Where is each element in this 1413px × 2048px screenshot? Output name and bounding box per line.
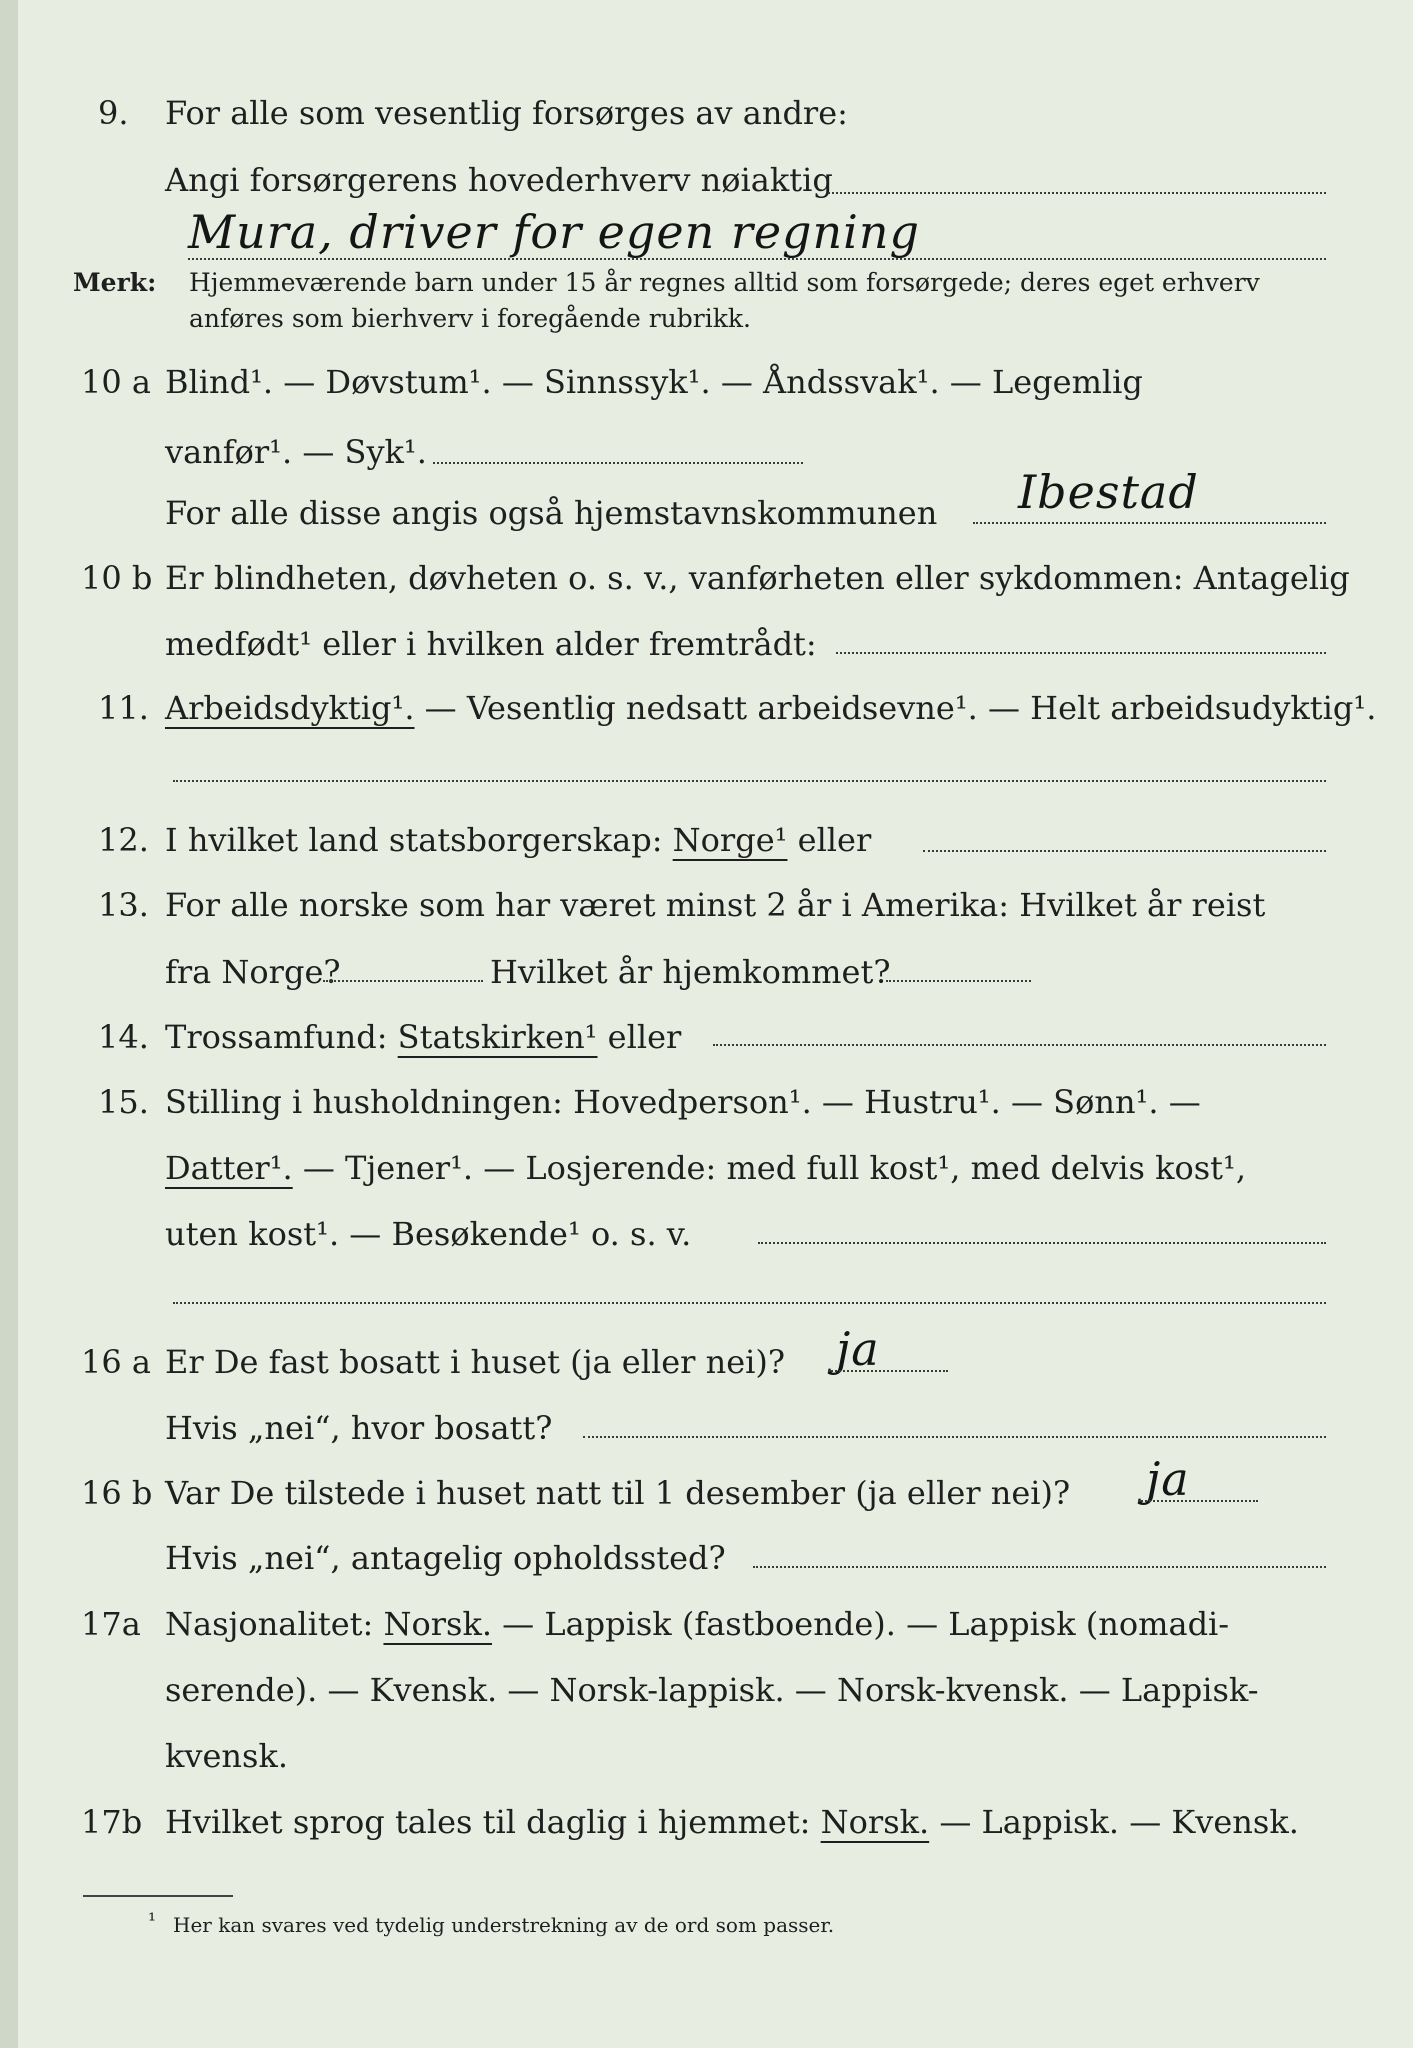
q16a-number: 16 a [81,1343,151,1381]
q17a-line3: kvensk. [165,1737,288,1775]
q12-text [165,820,871,860]
footnote-text: Her kan svares ved tydelig understrekning av de ord som passer. [173,1913,835,1937]
q12-fill-line [923,850,1326,852]
footnote-mark: ¹ [148,1908,157,1932]
q16a-line1: Er De fast bosatt i huset (ja eller nei)? [165,1343,786,1381]
merk-label: Merk: [73,268,157,297]
q13-reist-line [323,980,483,982]
q11-number: 11. [98,689,149,727]
q15-line3: uten kost¹. — Besøkende¹ o. s. v. [165,1215,692,1253]
q13-line1: For alle norske som har været minst 2 år i Amerika: Hvilket år reist [165,886,1266,924]
q12-number: 12. [98,821,149,859]
q17b-selected-option[interactable]: Norsk. [820,1803,930,1841]
q10b-number: 10 b [81,559,153,597]
q17b-post: — Lappisk. — Kvensk. [929,1803,1299,1841]
q10a-line2: vanfør¹. — Syk¹. [165,433,427,471]
q13-line2a: fra Norge? [165,953,341,991]
q15-line2-rest: — Tjener¹. — Losjerende: med full kost¹, med delvis kost¹, [292,1149,1247,1187]
q14-post: eller [597,1018,682,1056]
q9-answer-line [188,258,1326,260]
q10a-line3: For alle disse angis også hjemstavnskommunen [165,494,938,532]
q10a-number: 10 a [81,363,151,401]
q11-fill-line [173,780,1326,782]
q14-selected-option[interactable]: Statskirken¹ [397,1018,598,1056]
q10a-handwritten-answer[interactable]: Ibestad [1018,465,1199,519]
q17b-text [165,1802,1299,1842]
q17a-pre: Nasjonalitet: [165,1605,384,1643]
q14-number: 14. [98,1018,149,1056]
q10b-fill-line [836,652,1326,654]
q11-text [165,688,1376,728]
q16b-number: 16 b [81,1474,153,1512]
q14-fill-line [713,1044,1326,1046]
q17a-number: 17a [81,1605,141,1643]
census-form-page [18,0,1413,2048]
q16b-line2: Hvis „nei“, antagelig opholdssted? [165,1539,726,1577]
q15-fill-line [758,1242,1326,1244]
q9-fill-line [828,192,1326,194]
merk-line2: anføres som bierhverv i foregående rubrikk. [189,304,751,333]
q17a-line1 [165,1604,1229,1644]
q16b-opholdssted-line [753,1566,1326,1568]
q15-selected-option[interactable]: Datter¹. [165,1149,293,1187]
q17a-line2: serende). — Kvensk. — Norsk-lappisk. — Norsk-kvensk. — Lappisk- [165,1671,1259,1709]
q17a-line1-rest: — Lappisk (fastboende). — Lappisk (nomadi- [492,1605,1230,1643]
q11-rest: — Vesentlig nedsatt arbeidsevne¹. — Helt arbeidsudyktig¹. [414,689,1377,727]
q12-selected-option[interactable]: Norge¹ [672,821,788,859]
q12-post: eller [787,821,872,859]
q12-pre: I hvilket land statsborgerskap: [165,821,673,859]
q10a-kommune-line [973,522,1326,524]
q16b-handwritten-answer[interactable]: ja [1146,1452,1190,1506]
merk-line1: Hjemmeværende barn under 15 år regnes alltid som forsørgede; deres eget erhverv [189,268,1260,297]
q15-number: 15. [98,1083,149,1121]
q13-line2b: Hvilket år hjemkommet? [490,953,891,991]
q9-line2: Angi forsørgerens hovederhverv nøiaktig [165,161,833,199]
q13-hjemkommet-line [886,980,1031,982]
q16a-fill-line [828,1370,948,1372]
q10a-line1: Blind¹. — Døvstum¹. — Sinnssyk¹. — Åndssvak¹. — Legemlig [165,363,1143,401]
footnote-divider [83,1895,233,1897]
q13-number: 13. [98,886,149,924]
q10b-line2: medfødt¹ eller i hvilken alder fremtrådt: [165,625,817,663]
q9-line1: For alle som vesentlig forsørges av andre: [165,94,848,132]
q15-line1: Stilling i husholdningen: Hovedperson¹. — Hustru¹. — Sønn¹. — [165,1083,1201,1121]
q14-text [165,1017,681,1057]
q16a-handwritten-answer[interactable]: ja [836,1322,880,1376]
q16b-fill-line [1138,1500,1258,1502]
q16a-bosatt-line [583,1436,1326,1438]
q11-selected-option[interactable]: Arbeidsdyktig¹. [165,689,415,727]
q17b-pre: Hvilket sprog tales til daglig i hjemmet: [165,1803,821,1841]
q16b-line1: Var De tilstede i huset natt til 1 desember (ja eller nei)? [165,1474,1071,1512]
q10a-syk-line [433,462,803,464]
q10b-line1: Er blindheten, døvheten o. s. v., vanførheten eller sykdommen: Antagelig [165,559,1350,597]
q9-number: 9. [98,94,129,132]
q16a-line2: Hvis „nei“, hvor bosatt? [165,1409,553,1447]
q15-line2 [165,1148,1246,1188]
q15-extra-line [173,1302,1326,1304]
q9-handwritten-answer[interactable]: Mura, driver for egen regning [188,205,920,259]
q17a-selected-option[interactable]: Norsk. [383,1605,492,1643]
q17b-number: 17b [81,1803,143,1841]
q14-pre: Trossamfund: [165,1018,398,1056]
